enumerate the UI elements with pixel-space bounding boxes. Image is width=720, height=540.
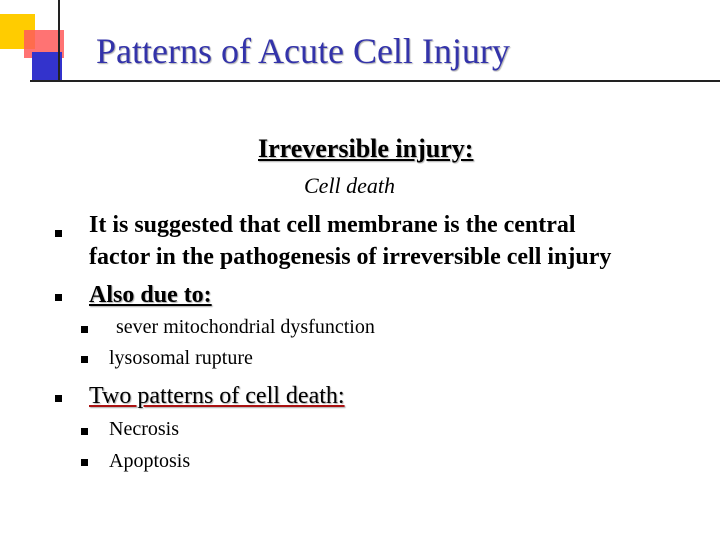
sub-bullet-marker bbox=[81, 428, 88, 435]
bullet-text: It is suggested that cell membrane is the central bbox=[89, 212, 576, 238]
sub-bullet-text: Apoptosis bbox=[109, 450, 191, 472]
sub-bullet-marker bbox=[81, 326, 88, 333]
bullet-text: factor in the pathogenesis of irreversible cell injury bbox=[89, 244, 612, 270]
bullet-marker bbox=[55, 230, 62, 237]
bullet-marker bbox=[55, 294, 62, 301]
sub-bullet-marker bbox=[81, 459, 88, 466]
bullet-text: Also due to: bbox=[89, 282, 212, 308]
bullet-text: Two patterns of cell death: bbox=[89, 383, 345, 409]
decorative-horizontal-line bbox=[30, 80, 720, 82]
sub-bullet-text: Necrosis bbox=[109, 418, 179, 440]
slide-subtitle: Irreversible injury: bbox=[258, 134, 474, 163]
slide-subheading: Cell death bbox=[304, 173, 396, 198]
sub-bullet-text: lysosomal rupture bbox=[109, 347, 253, 369]
sub-bullet-marker bbox=[81, 356, 88, 363]
slide-title: Patterns of Acute Cell Injury bbox=[96, 31, 510, 71]
bullet-marker bbox=[55, 395, 62, 402]
decorative-vertical-line bbox=[58, 0, 60, 82]
sub-bullet-text: sever mitochondrial dysfunction bbox=[116, 316, 375, 338]
